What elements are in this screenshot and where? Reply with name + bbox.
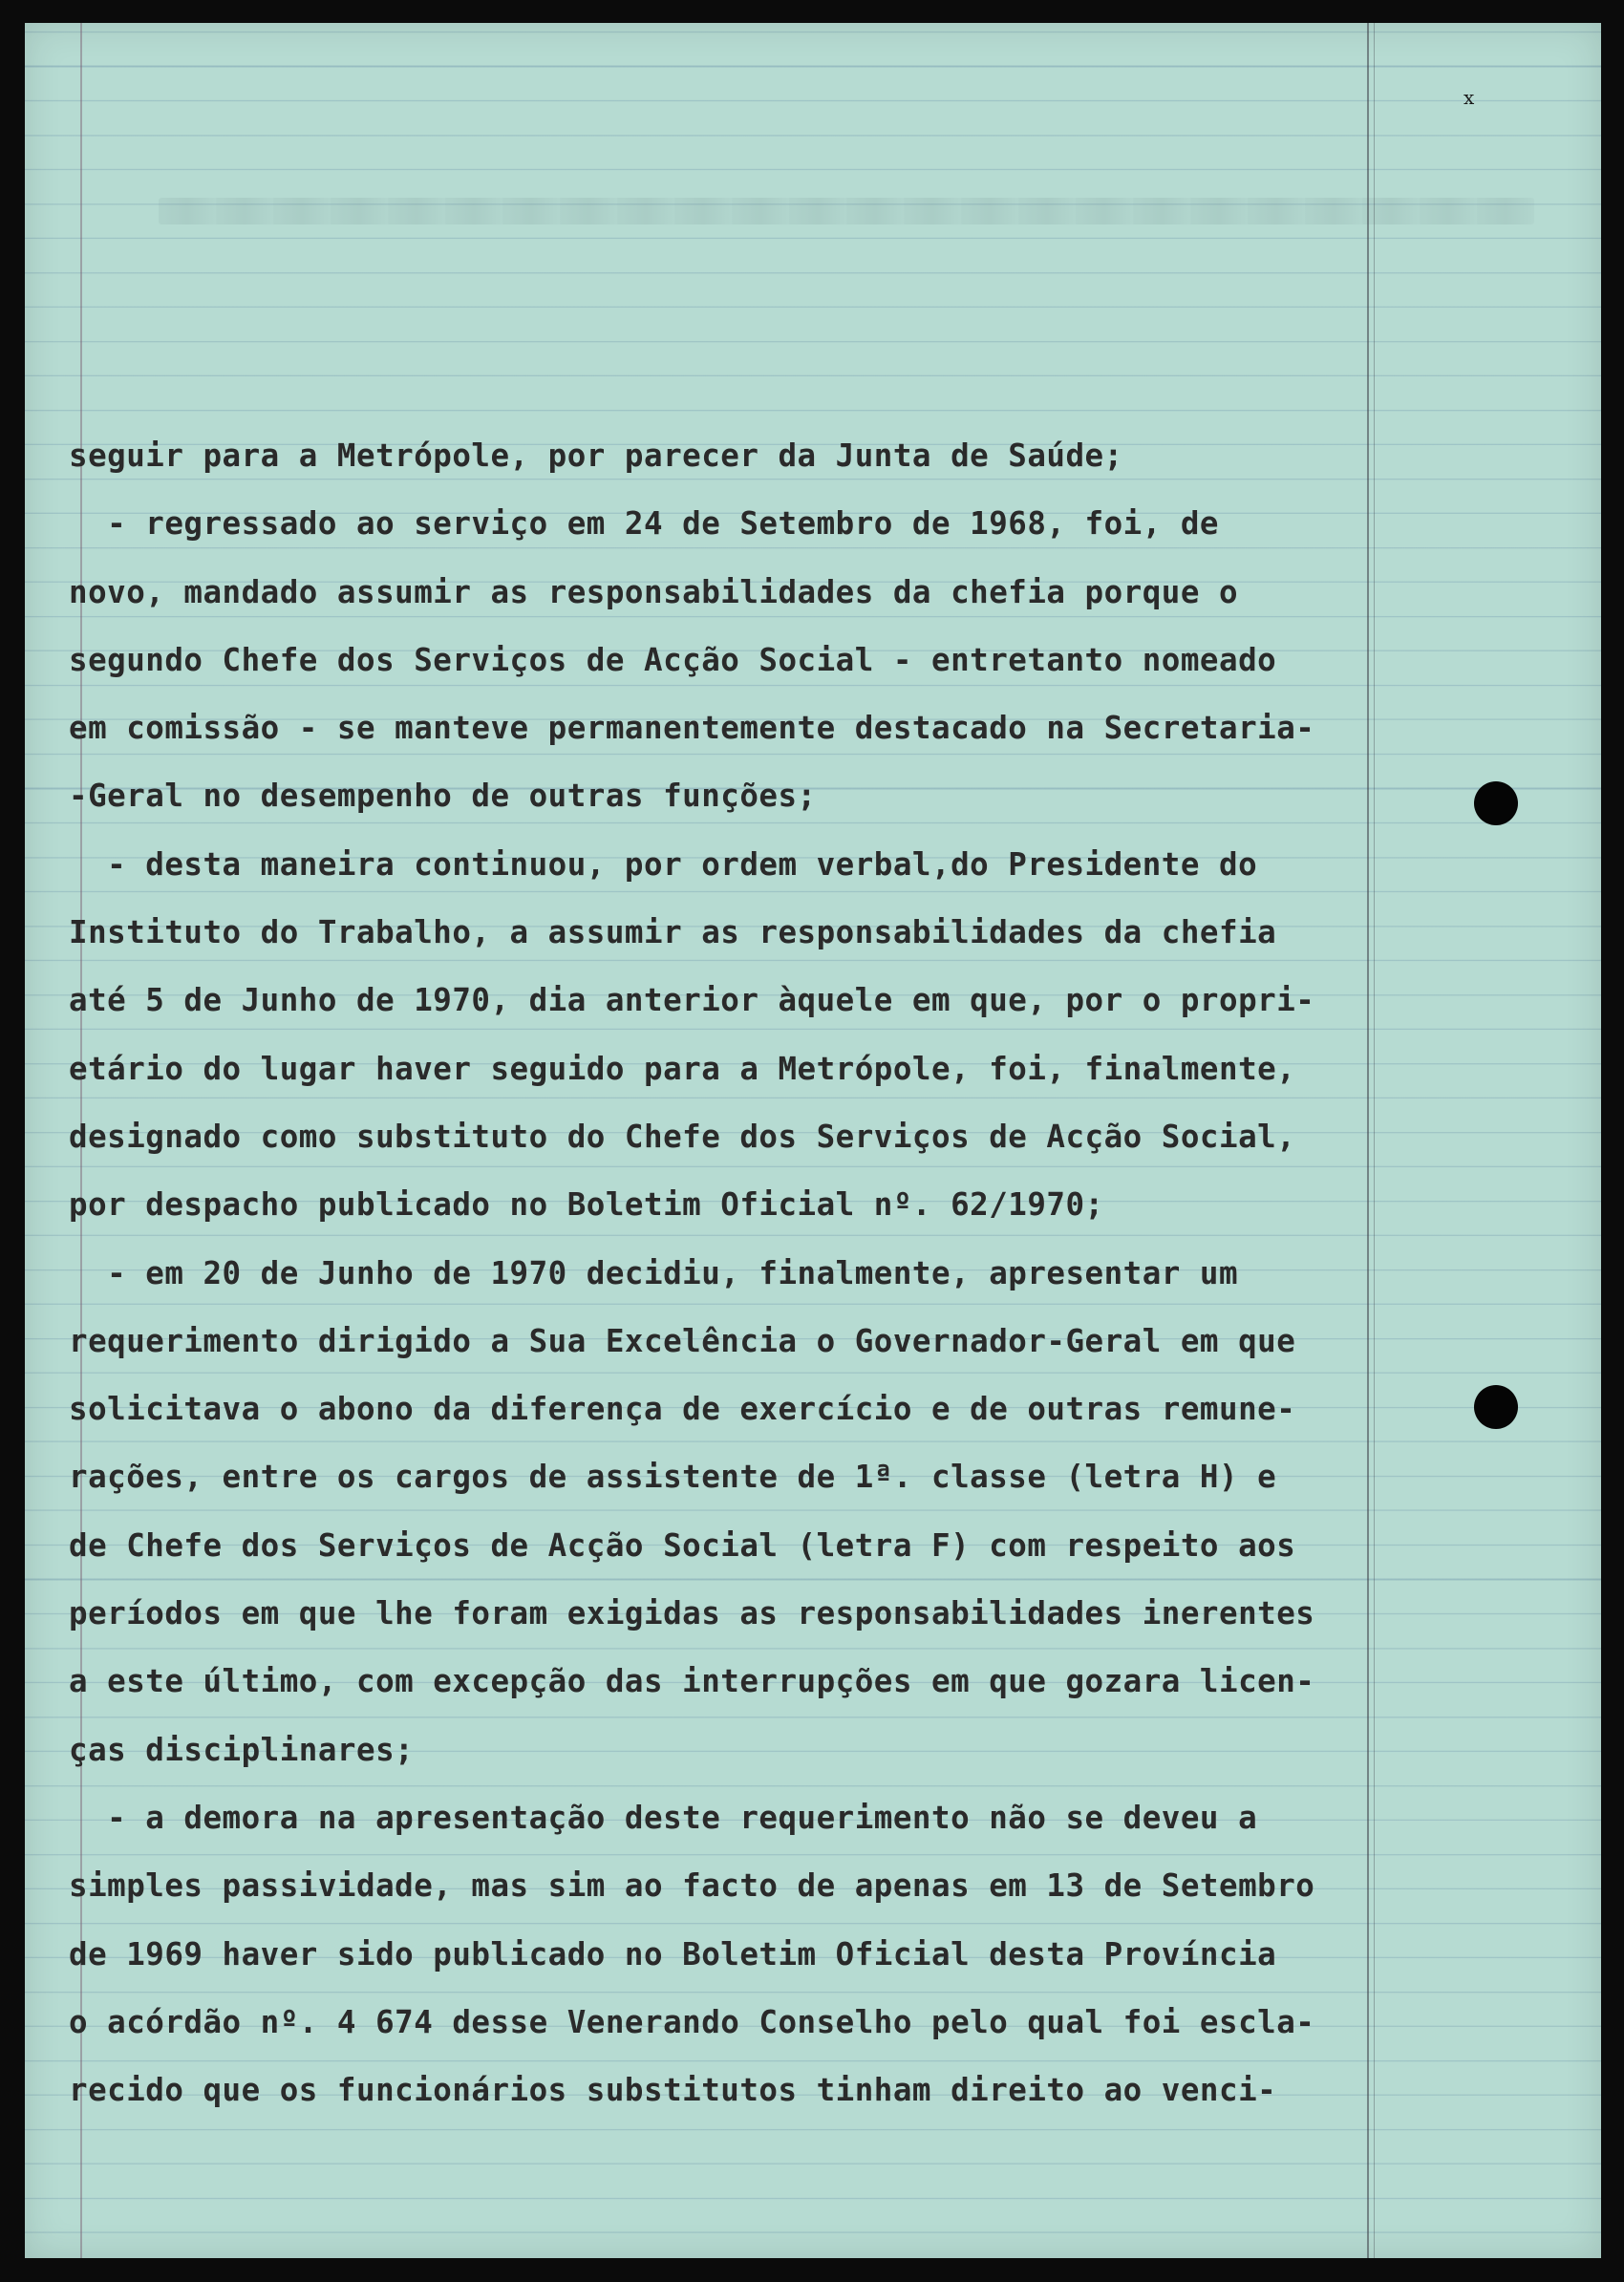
text-line: etário do lugar haver seguido para a Metrópole, foi, finalmente,: [69, 1050, 1296, 1087]
text-line: por despacho publicado no Boletim Oficial nº. 62/1970;: [69, 1186, 1104, 1224]
text-line: seguir para a Metrópole, por parecer da Junta de Saúde;: [69, 437, 1123, 474]
text-line: a este último, com excepção das interrupções em que gozara licen-: [69, 1663, 1315, 1700]
text-line: períodos em que lhe foram exigidas as responsabilidades inerentes: [69, 1595, 1315, 1632]
text-line: -Geral no desempenho de outras funções;: [69, 778, 817, 815]
text-line: rações, entre os cargos de assistente de 1ª. classe (letra H) e: [69, 1459, 1277, 1496]
text-line: recido que os funcionários substitutos tinham direito ao venci-: [69, 2072, 1277, 2109]
text-line: novo, mandado assumir as responsabilidades da chefia porque o: [69, 573, 1239, 610]
punch-hole-icon: [1474, 1385, 1518, 1429]
text-line: de Chefe dos Serviços de Acção Social (letra F) com respeito aos: [69, 1526, 1296, 1564]
right-margin-rule-secondary: [1374, 23, 1375, 2258]
faded-header-line: [159, 198, 1534, 224]
text-line: solicitava o abono da diferença de exercício e de outras remune-: [69, 1391, 1296, 1428]
text-line: até 5 de Junho de 1970, dia anterior àquele em que, por o propri-: [69, 982, 1315, 1019]
text-line: simples passividade, mas sim ao facto de apenas em 13 de Setembro: [69, 1867, 1315, 1905]
text-line: - desta maneira continuou, por ordem verbal,do Presidente do: [69, 845, 1258, 883]
text-line: Instituto do Trabalho, a assumir as responsabilidades da chefia: [69, 914, 1277, 951]
text-line: ças disciplinares;: [69, 1731, 415, 1768]
text-line: o acórdão nº. 4 674 desse Venerando Conselho pelo qual foi escla-: [69, 2003, 1315, 2040]
text-line: - a demora na apresentação deste requerimento não se deveu a: [69, 1799, 1258, 1836]
text-line: - em 20 de Junho de 1970 decidiu, finalmente, apresentar um: [69, 1254, 1239, 1291]
text-line: segundo Chefe dos Serviços de Acção Social - entretanto nomeado: [69, 641, 1277, 678]
text-line: em comissão - se manteve permanentemente destacado na Secretaria-: [69, 710, 1315, 747]
text-line: - regressado ao serviço em 24 de Setembro de 1968, foi, de: [69, 505, 1219, 543]
corner-tick-mark: ⅹ: [1464, 86, 1475, 109]
text-line: designado como substituto do Chefe dos Serviços de Acção Social,: [69, 1118, 1296, 1155]
text-line: requerimento dirigido a Sua Excelência o Governador-Geral em que: [69, 1322, 1296, 1359]
typed-letter-body: [69, 422, 1368, 2124]
text-line: de 1969 haver sido publicado no Boletim Oficial desta Província: [69, 1935, 1277, 1973]
punch-hole-icon: [1474, 781, 1518, 825]
